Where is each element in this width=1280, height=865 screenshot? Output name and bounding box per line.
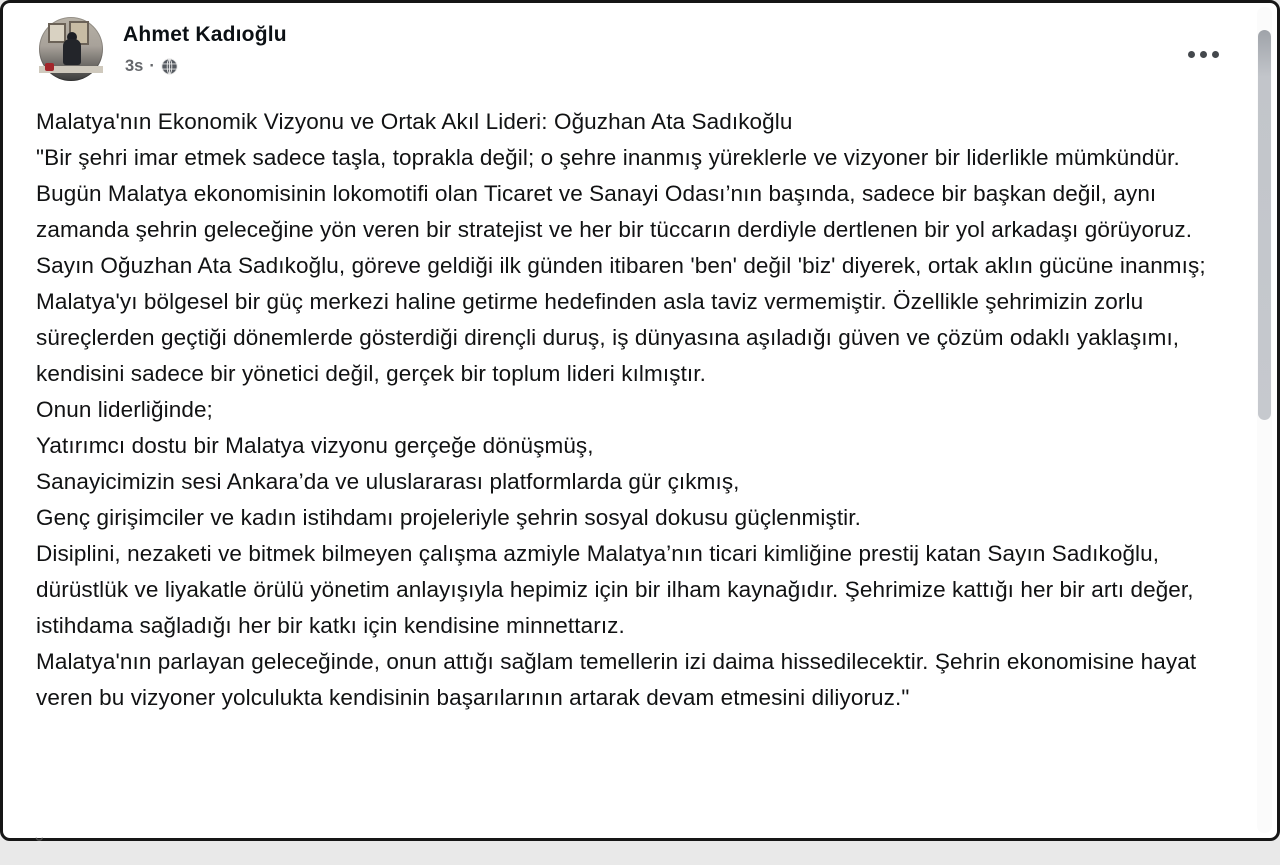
- globe-public-icon: [161, 58, 178, 75]
- post-options-button[interactable]: [1177, 41, 1229, 67]
- post-paragraph: Malatya'nın Ekonomik Vizyonu ve Ortak Akıl Lideri: Oğuzhan Ata Sadıkoğlu: [36, 109, 793, 134]
- post-paragraph: Malatya'nın parlayan geleceğinde, onun attığı sağlam temellerin izi daima hissedilecektir. Şehrin ekonomisine hayat veren bu vizyoner yolculukta kendisinin başarılarının artarak devam etmesini diliyoruz.": [36, 649, 1197, 710]
- clipped-next-line: ˘: [36, 834, 44, 859]
- post-paragraph: Sanayicimizin sesi Ankara’da ve uluslararası platformlarda gür çıkmış,: [36, 469, 740, 494]
- post-paragraph: "Bir şehri imar etmek sadece taşla, toprakla değil; o şehre inanmış yüreklerle ve vizyoner bir liderlikle mümkündür. Bugün Malatya ekonomisinin lokomotifi olan Ticaret ve Sanayi Odası’nın başında, sadece bir başkan değil, aynı zamanda şehrin geleceğine yön veren bir stratejist ve her bir tüccarın derdiyle dertlenen bir yol arkadaşı görüyoruz.: [36, 145, 1193, 242]
- post-paragraph: Disiplini, nezaketi ve bitmek bilmeyen çalışma azmiyle Malatya’nın ticari kimliğine prestij katan Sayın Sadıkoğlu, dürüstlük ve liyakatle örülü yönetim anlayışıyla hepimiz için bir ilham kaynağıdır. Şehrimize kattığı her bir artı değer, istihdama sağladığı her bir katkı için kendisine minnettarız.: [36, 541, 1194, 638]
- post-header: [37, 15, 1247, 87]
- avatar-detail: [45, 63, 54, 71]
- post-meta: [125, 57, 178, 76]
- post-paragraph: Yatırımcı dostu bir Malatya vizyonu gerçeğe dönüşmüş,: [36, 433, 594, 458]
- avatar-detail: [63, 39, 81, 65]
- dot-icon: [1200, 51, 1207, 58]
- avatar-detail: [48, 23, 66, 43]
- author-name-link[interactable]: Ahmet Kadıoğlu: [123, 23, 287, 46]
- post-paragraph: Sayın Oğuzhan Ata Sadıkoğlu, göreve geldiği ilk günden itibaren 'ben' değil 'biz' diyerek, ortak aklın gücüne inanmış; Malatya'yı bölgesel bir güç merkezi haline getirme hedefinden asla taviz vermemiştir. Özellikle şehrimizin zorlu süreçlerden geçtiği dönemlerde gösterdiği dirençli duruş, iş dünyasına aşıladığı güven ve çözüm odaklı yaklaşımı, kendisini sadece bir yönetici değil, gerçek bir toplum lideri kılmıştır.: [36, 253, 1206, 386]
- post-text: [36, 104, 1242, 716]
- post-paragraph: Genç girişimciler ve kadın istihdamı projeleriyle şehrin sosyal dokusu güçlenmiştir.: [36, 505, 861, 530]
- meta-separator: ·: [149, 57, 155, 75]
- dot-icon: [1212, 51, 1219, 58]
- dot-icon: [1188, 51, 1195, 58]
- post-paragraph: Onun liderliğinde;: [36, 397, 213, 422]
- timestamp-link[interactable]: 3s: [125, 57, 144, 75]
- scrollbar-thumb[interactable]: [1258, 30, 1271, 420]
- avatar[interactable]: [39, 17, 103, 81]
